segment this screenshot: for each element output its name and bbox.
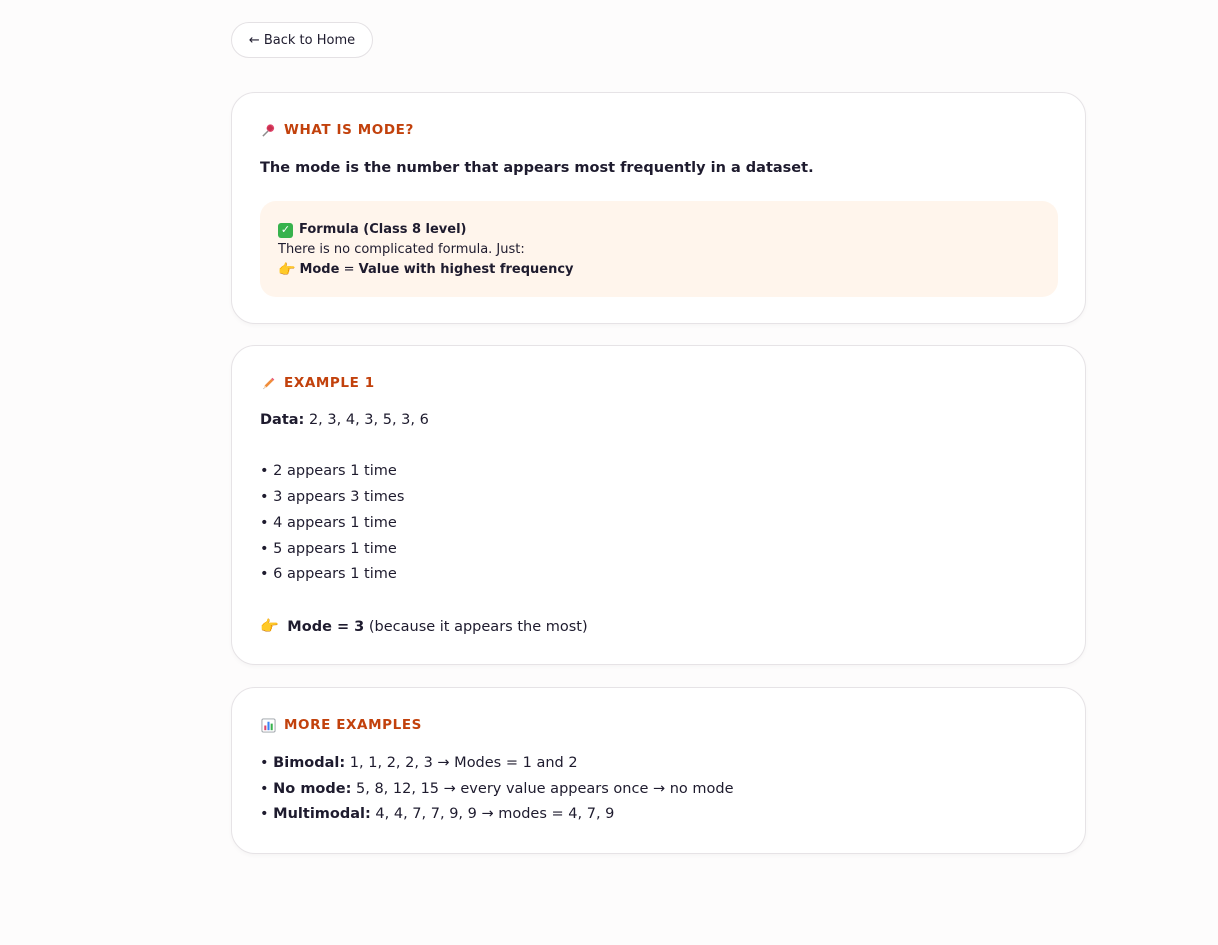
formula-heading: Formula (Class 8 level) <box>299 222 467 237</box>
mode-result <box>260 614 1057 641</box>
data-label: Data: <box>260 412 305 428</box>
example-item-bimodal <box>260 751 1057 777</box>
bullet: • <box>260 806 274 823</box>
mode-definition: The mode is the number that appears most frequently in a dataset. <box>260 160 814 176</box>
example-1-title: EXAMPLE 1 <box>284 375 375 391</box>
formula-heading-line <box>278 220 1040 240</box>
count-item: • 4 appears 1 time <box>260 514 397 531</box>
what-is-mode-card <box>231 92 1086 324</box>
what-is-mode-title: WHAT IS MODE? <box>284 122 414 138</box>
example-label: Bimodal: <box>273 755 346 771</box>
formula-term: Mode <box>299 262 340 277</box>
pointing-hand-icon: 👉 <box>278 262 296 278</box>
example-text: 5, 8, 12, 15 → every value appears once → no mode <box>351 780 734 797</box>
example-item-multimodal <box>260 802 1057 828</box>
count-list <box>260 459 1057 588</box>
bar-chart-icon <box>260 718 276 733</box>
mode-result-note: (because it appears the most) <box>364 618 588 635</box>
bullet: • <box>260 780 274 797</box>
bullet: • <box>260 755 274 771</box>
formula-definition: Value with highest frequency <box>358 262 574 277</box>
more-examples-heading <box>260 716 1057 734</box>
data-line <box>260 408 1057 434</box>
example-text: 1, 1, 2, 2, 3 → Modes = 1 and 2 <box>345 755 578 771</box>
more-examples-list <box>260 751 1057 828</box>
spacer <box>260 434 1057 460</box>
formula-line1: There is no complicated formula. Just: <box>278 242 525 257</box>
formula-definition-line <box>278 260 1040 280</box>
formula-equals: = <box>339 262 359 277</box>
example-label: No mode: <box>273 780 352 797</box>
more-examples-title: MORE EXAMPLES <box>284 717 422 733</box>
data-values: 2, 3, 4, 3, 5, 3, 6 <box>304 412 429 428</box>
count-item: • 6 appears 1 time <box>260 566 397 583</box>
example-text: 4, 4, 7, 7, 9, 9 → modes = 4, 7, 9 <box>370 806 615 823</box>
example-1-card <box>231 345 1086 665</box>
spacer <box>260 588 1057 614</box>
example-1-heading <box>260 374 1057 392</box>
example-item-no-mode <box>260 777 1057 803</box>
pushpin-icon <box>260 123 276 138</box>
count-item: • 2 appears 1 time <box>260 463 397 480</box>
count-item: • 5 appears 1 time <box>260 540 397 557</box>
pencil-icon <box>260 376 276 391</box>
what-is-mode-heading <box>260 121 1057 139</box>
pointing-hand-icon: 👉 <box>260 616 279 635</box>
mode-result-value: Mode = 3 <box>287 618 365 635</box>
back-to-home-button[interactable]: ← Back to Home <box>231 22 373 58</box>
check-mark-icon: ✓ <box>278 223 293 238</box>
count-item: • 3 appears 3 times <box>260 489 405 506</box>
example-label: Multimodal: <box>273 806 371 823</box>
formula-box <box>260 201 1058 297</box>
more-examples-card <box>231 687 1086 854</box>
